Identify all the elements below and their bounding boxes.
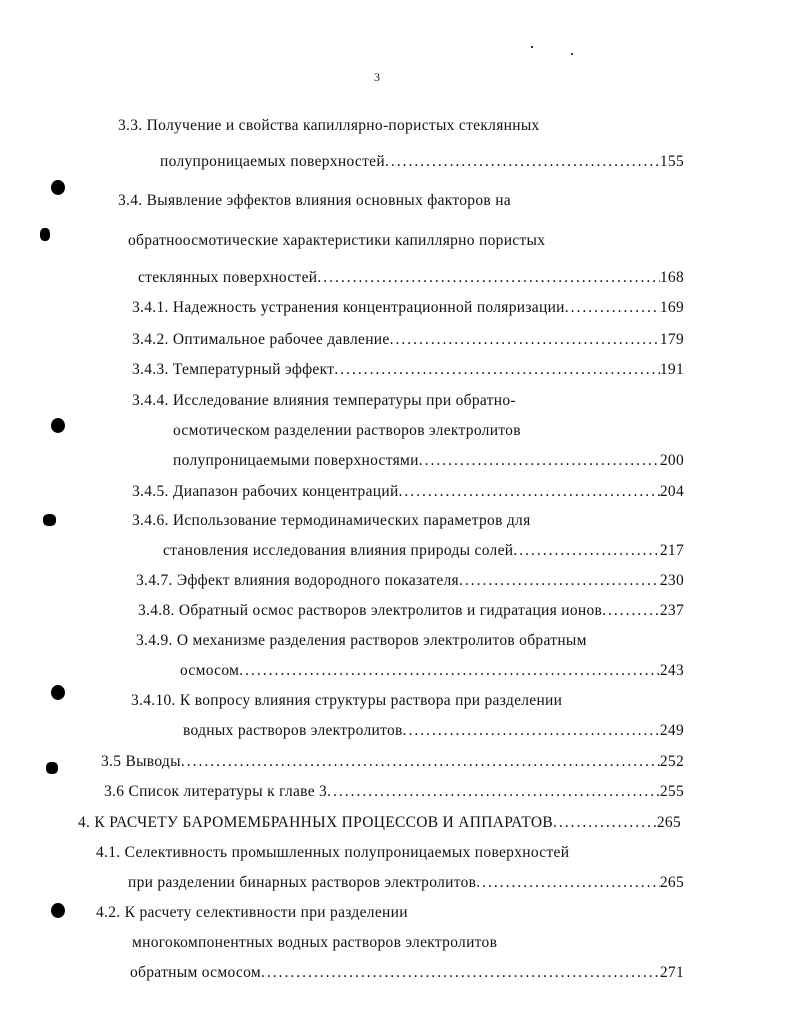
- toc-entry-title: 3.4.8. Обратный осмос растворов электролитов и гидратация ионов: [138, 602, 603, 619]
- toc-entry: [138, 269, 684, 287]
- toc-entry-title: полупроницаемых поверхностей: [160, 153, 385, 170]
- toc-entry: [101, 753, 684, 771]
- dot-leader: [513, 542, 659, 560]
- dot-leader: [565, 299, 660, 317]
- toc-entry-title: обратноосмотические характеристики капиллярно пористых: [128, 232, 546, 249]
- toc-entry-title: при разделении бинарных растворов электролитов: [128, 874, 477, 891]
- page-number: 3: [374, 70, 380, 84]
- toc-entry-line: [96, 844, 569, 862]
- dot-leader: [476, 874, 660, 892]
- dot-leader: [459, 572, 660, 590]
- toc-entry-title: водных растворов электролитов: [183, 722, 403, 739]
- toc-entry-title: 3.4.2. Оптимальное рабочее давление: [132, 331, 390, 348]
- toc-entry-line: [132, 934, 497, 952]
- toc-page-number: 155: [659, 153, 684, 170]
- dot-leader: [261, 964, 660, 982]
- toc-page-number: 217: [659, 542, 684, 559]
- toc-entry-title: 3.4.3. Температурный эффект: [132, 361, 335, 378]
- toc-entry-line: [131, 692, 562, 710]
- toc-entry: [160, 153, 684, 171]
- toc-page-number: 191: [659, 361, 684, 378]
- toc-page-number: 249: [659, 722, 684, 739]
- toc-entry-title: полупроницаемыми поверхностями: [173, 452, 419, 469]
- toc-page-number: 237: [659, 602, 684, 619]
- dot-leader: [403, 722, 660, 740]
- dot-leader: [419, 452, 660, 470]
- dot-leader: [553, 814, 657, 832]
- toc-entry-line: [128, 232, 545, 250]
- toc-entry-title: 3.6 Список литературы к главе 3: [104, 783, 328, 800]
- toc-entry-line: [136, 632, 587, 650]
- toc-entry-title: 3.3. Получение и свойства капиллярно-пористых стеклянных: [118, 117, 540, 134]
- toc-page-number: 200: [659, 452, 684, 469]
- toc-entry: [163, 542, 684, 560]
- dot-leader: [181, 753, 660, 771]
- dot-leader: [334, 361, 660, 379]
- dot-leader: [399, 483, 660, 501]
- toc-page-number: 265: [656, 814, 681, 831]
- toc-entry-line: [132, 512, 531, 530]
- toc-entry-title: становления исследования влияния природы солей: [163, 542, 514, 559]
- scan-speck: [531, 46, 533, 48]
- toc-entry: [128, 874, 684, 892]
- toc-page-number: 243: [659, 662, 684, 679]
- toc-entry-line: [118, 192, 511, 210]
- toc-entry-title: стеклянных поверхностей: [138, 269, 318, 286]
- toc-page-number: 255: [659, 783, 684, 800]
- toc-entry-title: 4.2. К расчету селективности при разделении: [96, 904, 408, 921]
- scan-speck: [571, 53, 573, 55]
- toc-entry-line: [132, 392, 516, 410]
- toc-entry: [136, 572, 684, 590]
- toc-entry-line: [173, 422, 521, 440]
- toc-entry-title: 4.1. Селективность промышленных полупроницаемых поверхностей: [96, 844, 570, 861]
- dot-leader: [239, 662, 660, 680]
- punch-hole-mark: [51, 685, 65, 700]
- toc-entry-line: [118, 117, 540, 135]
- toc-page-number: 271: [659, 964, 684, 981]
- toc-entry-line: [96, 904, 408, 922]
- toc-entry: [132, 361, 684, 379]
- punch-hole-mark: [46, 762, 58, 774]
- toc-entry: [132, 483, 684, 501]
- punch-hole-mark: [51, 180, 65, 195]
- toc-entry-title: осмотическом разделении растворов электролитов: [173, 422, 521, 439]
- toc-entry-title: 3.4.4. Исследование влияния температуры при обратно-: [132, 392, 516, 409]
- toc-page-number: 204: [659, 483, 684, 500]
- toc-entry: [104, 783, 684, 801]
- dot-leader: [390, 331, 660, 349]
- toc-page-number: 169: [659, 299, 684, 316]
- punch-hole-mark: [51, 903, 65, 918]
- toc-page-number: 230: [659, 572, 684, 589]
- toc-page-number: 252: [659, 753, 684, 770]
- toc-entry-title: 3.4.1. Надежность устранения концентрационной поляризации: [132, 299, 565, 316]
- toc-entry-title: 3.4.9. О механизме разделения растворов электролитов обратным: [136, 632, 587, 649]
- toc-page-number: 168: [659, 269, 684, 286]
- toc-entry: [138, 602, 684, 620]
- dot-leader: [602, 602, 660, 620]
- punch-hole-mark: [51, 418, 65, 433]
- toc-entry-title: 3.4.6. Использование термодинамических параметров для: [132, 512, 531, 529]
- toc-page-number: 179: [659, 331, 684, 348]
- toc-page-number: 265: [659, 874, 684, 891]
- toc-entry-title: 3.5 Выводы: [101, 753, 181, 770]
- toc-entry-title: многокомпонентных водных растворов электролитов: [132, 934, 498, 951]
- toc-entry: [78, 814, 681, 832]
- punch-hole-mark: [40, 228, 50, 241]
- dot-leader: [327, 783, 660, 801]
- toc-entry-title: 4. К РАСЧЕТУ БАРОМЕМБРАННЫХ ПРОЦЕССОВ И АППАРАТОВ: [78, 814, 553, 831]
- dot-leader: [385, 153, 660, 171]
- toc-entry-title: 3.4.5. Диапазон рабочих концентраций: [132, 483, 399, 500]
- dot-leader: [317, 269, 659, 287]
- toc-entry: [173, 452, 684, 470]
- toc-entry: [130, 964, 684, 982]
- punch-hole-mark: [43, 514, 56, 526]
- toc-entry: [183, 722, 684, 740]
- toc-entry: [132, 331, 684, 349]
- toc-entry-title: 3.4.10. К вопросу влияния структуры раствора при разделении: [131, 692, 563, 709]
- toc-entry: [180, 662, 684, 680]
- toc-entry-title: 3.4.7. Эффект влияния водородного показателя: [136, 572, 459, 589]
- toc-entry-title: обратным осмосом: [130, 964, 261, 981]
- toc-entry-title: осмосом: [180, 662, 240, 679]
- toc-entry: [132, 299, 684, 317]
- toc-entry-title: 3.4. Выявление эффектов влияния основных факторов на: [118, 192, 511, 209]
